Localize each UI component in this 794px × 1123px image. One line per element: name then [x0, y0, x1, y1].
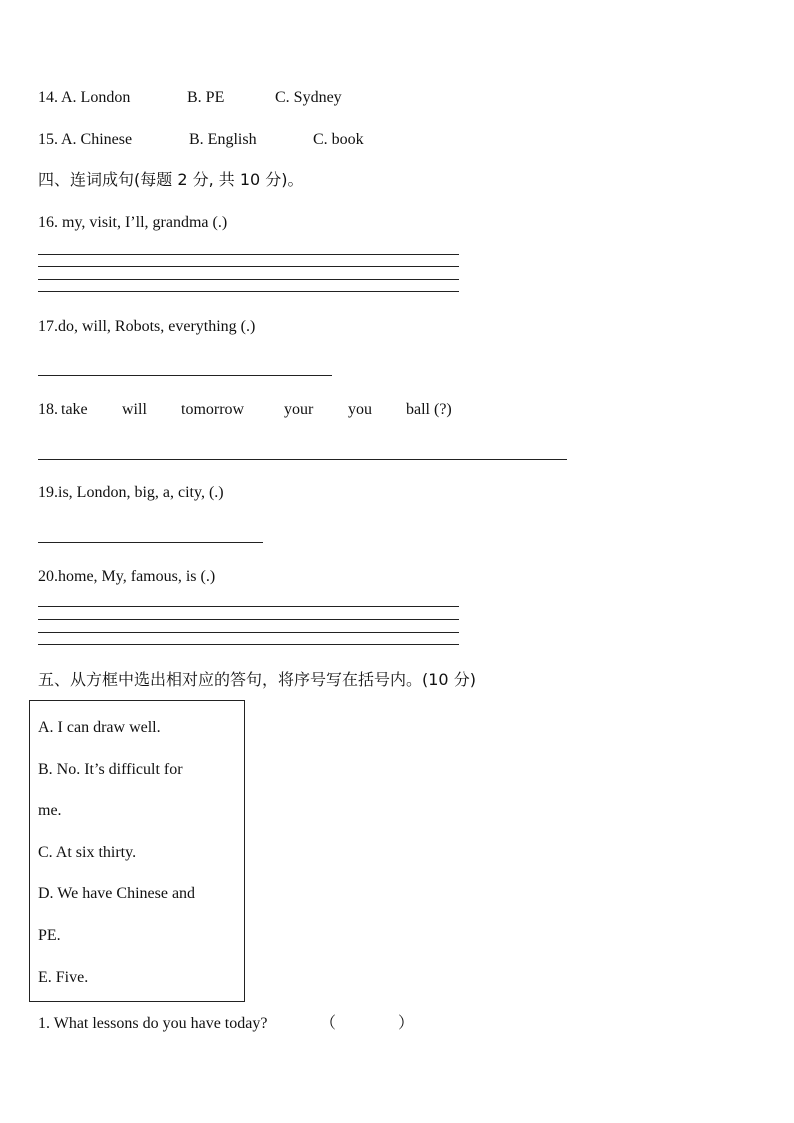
q14-option-b: B. PE: [187, 89, 225, 106]
q18-word: your: [284, 401, 314, 418]
q20-answer-line-4[interactable]: [38, 644, 459, 645]
q16-prompt: 16. my, visit, I’ll, grandma (.): [38, 214, 228, 231]
q1-answer-blank[interactable]: [340, 1012, 398, 1034]
q1-prompt: 1. What lessons do you have today?: [38, 1015, 268, 1032]
q20-answer-line-3[interactable]: [38, 632, 459, 633]
q16-answer-line-3[interactable]: [38, 279, 459, 280]
q19-answer-line[interactable]: [38, 542, 263, 543]
q15-option-b: B. English: [189, 131, 257, 148]
q15-option-a: A. Chinese: [61, 131, 133, 148]
section-4-heading: 四、连词成句(每题 2 分, 共 10 分)。: [38, 170, 304, 189]
box-option-b-continued: me.: [38, 802, 62, 819]
q20-prompt: 20.home, My, famous, is (.): [38, 568, 216, 585]
q18-answer-line[interactable]: [38, 459, 567, 460]
q15-option-c: C. book: [313, 131, 364, 148]
q18-word: tomorrow: [181, 401, 245, 418]
q14-number: 14.: [38, 89, 58, 106]
q17-prompt: 17.do, will, Robots, everything (.): [38, 318, 256, 335]
q18-number: 18.: [38, 401, 58, 418]
q18-word: will: [122, 401, 147, 418]
box-option-d-continued: PE.: [38, 927, 61, 944]
q18-word: you: [348, 401, 372, 418]
q1-answer-open-paren: （: [320, 1015, 337, 1032]
q16-answer-line-1[interactable]: [38, 254, 459, 255]
section-5-heading: 五、从方框中选出相对应的答句，将序号写在括号内。(10 分): [38, 670, 476, 689]
box-option-e: E. Five.: [38, 969, 89, 986]
q20-answer-line-1[interactable]: [38, 606, 459, 607]
q19-prompt: 19.is, London, big, a, city, (.): [38, 484, 224, 501]
box-option-b: B. No. It’s difficult for: [38, 761, 183, 778]
q20-answer-line-2[interactable]: [38, 619, 459, 620]
q14-option-a: A. London: [61, 89, 131, 106]
q1-answer-close-paren: ）: [398, 1015, 415, 1032]
box-option-a: A. I can draw well.: [38, 719, 161, 736]
q16-answer-line-2[interactable]: [38, 266, 459, 267]
q18-word: take: [61, 401, 88, 418]
box-option-c: C. At six thirty.: [38, 844, 137, 861]
q15-number: 15.: [38, 131, 58, 148]
box-option-d: D. We have Chinese and: [38, 885, 196, 902]
q16-answer-line-4[interactable]: [38, 291, 459, 292]
answer-options-box: [29, 700, 245, 1002]
q18-word: ball (?): [406, 401, 452, 418]
q14-option-c: C. Sydney: [275, 89, 342, 106]
q17-answer-line[interactable]: [38, 375, 332, 376]
